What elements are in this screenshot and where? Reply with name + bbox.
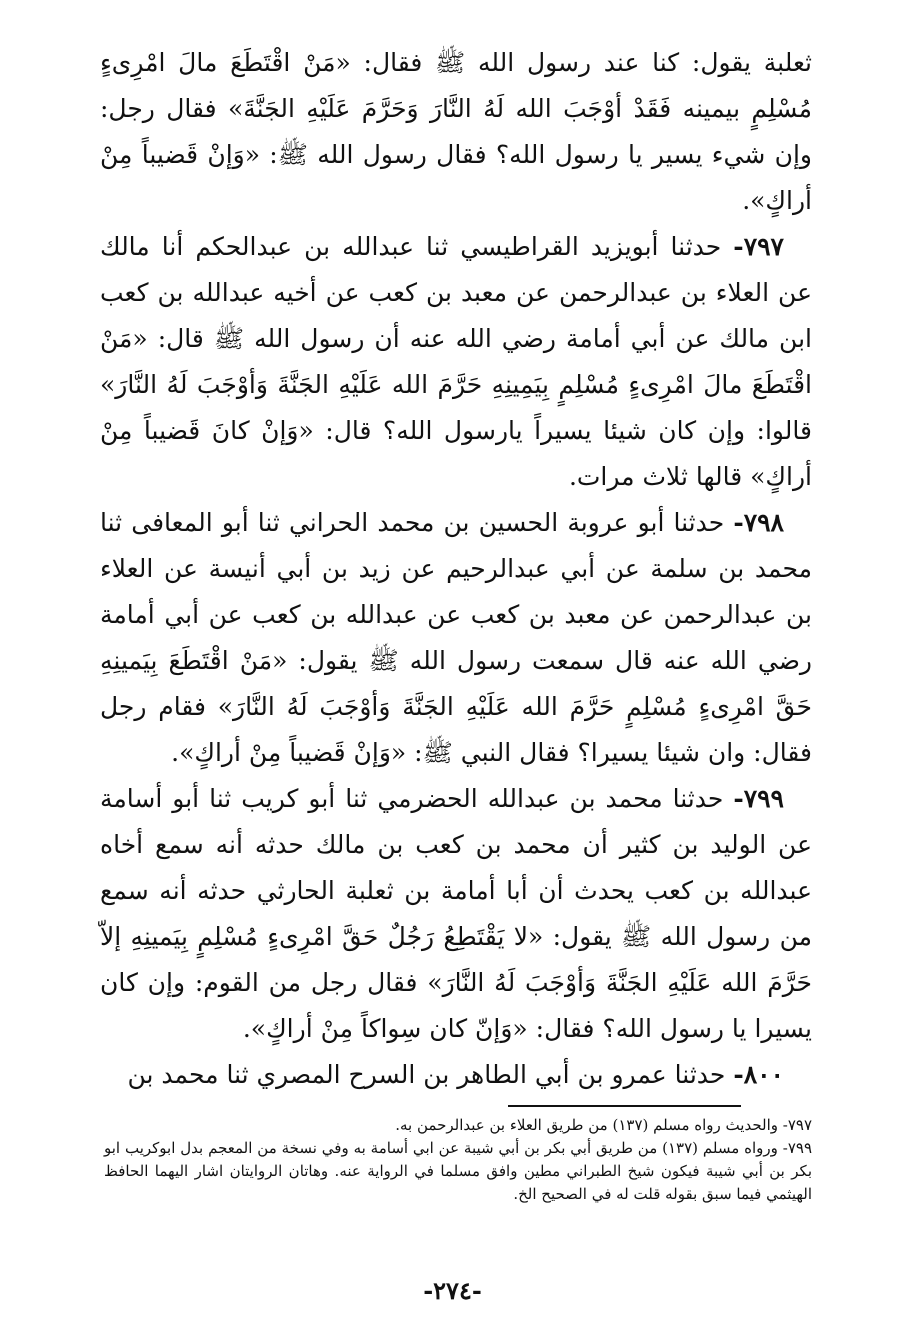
hadith-800 [100,1052,812,1098]
hadith-number: ٧٩٨- [733,508,784,537]
hadith-number: ٨٠٠- [733,1060,784,1089]
paragraph-text: حدثنا أبو عروبة الحسين بن محمد الحراني ثنا أبو المعافى ثنا محمد بن سلمة عن أبي عبدالرحيم عن زيد بن أبي أنيسة عن العلاء بن عبدالرحمن عن معبد بن كعب عن عبدالله بن كعب عن أبي أمامة رضي الله عنه قال سمعت رسول الله ﷺ يقول: «مَنْ اقْتَطَعَ بِيَمينِهِ حَقَّ امْرِىءٍ مُسْلِمٍ حَرَّمَ الله عَلَيْهِ الجَنَّةَ وَأوْجَبَ لَهُ النَّارَ» فقام رجل فقال: وان شيئا يسيرا؟ فقال النبي ﷺ: «وَإنْ قَضيباً مِنْ أراكٍ». [100,508,812,767]
hadith-799 [100,776,812,1052]
paragraph-continuation [100,40,812,224]
footnote-divider [508,1105,741,1107]
hadith-number: ٧٩٩- [733,784,784,813]
page-number: -٢٧٤- [423,1276,482,1305]
paragraph-text: حدثنا أبويزيد القراطيسي ثنا عبدالله بن عبدالحكم أنا مالك عن العلاء بن عبدالرحمن عن معبد بن كعب عن أخيه عبدالله بن كعب ابن مالك عن أبي أمامة رضي الله عنه أن رسول الله ﷺ قال: «مَنْ اقْتَطَعَ مالَ امْرِىءٍ مُسْلِمٍ بِيَمِينِهِ حَرَّمَ الله عَلَيْهِ الجَنَّةَ وَأوْجَبَ لَهُ النَّارَ» قالوا: وإن كان شيئا يسيراً يارسول الله؟ قال: «وَإنْ كانَ قَضيباً مِنْ أراكٍ» قالها ثلاث مرات. [100,232,812,491]
main-text [100,40,812,1098]
hadith-number: ٧٩٧- [733,232,784,261]
paragraph-text: ثعلبة يقول: كنا عند رسول الله ﷺ فقال: «مَنْ اقْتَطَعَ مالَ امْرِىءٍ مُسْلِمٍ بيمينه فَقَدْ أوْجَبَ الله لَهُ النَّارَ وَحَرَّمَ عَلَيْهِ الجَنَّةَ» فقال رجل: وإن شيء يسير يا رسول الله؟ فقال رسول الله ﷺ: «وَإنْ قَضيباً مِنْ أراكٍ». [100,48,812,215]
paragraph-text: حدثنا عمرو بن أبي الطاهر بن السرح المصري ثنا محمد بن [127,1060,726,1089]
hadith-798 [100,500,812,776]
paragraph-text: حدثنا محمد بن عبدالله الحضرمي ثنا أبو كريب ثنا أبو أسامة عن الوليد بن كثير أن محمد بن كعب بن مالك حدثه أنه سمع أخاه عبدالله بن كعب يحدث أن أبا أمامة بن ثعلبة الحارثي حدثه أنه سمع من رسول الله ﷺ يقول: «لا يَقْتَطِعُ رَجُلٌ حَقَّ امْرِىءٍ مُسْلِمٍ بِيَمينِهِ إلاّ حَرَّمَ الله عَلَيْهِ الجَنَّةَ وَأوْجَبَ لَهُ النَّارَ» فقال رجل من القوم: وإن كان يسيرا يا رسول الله؟ فقال: «وَإنّ كان سِواكاً مِنْ أراكٍ». [100,784,812,1043]
footnotes [104,1114,812,1206]
footnote-799: ٧٩٩- ورواه مسلم (١٣٧) من طريق أبي بكر بن أبي شيبة عن ابي أسامة به وفي نسخة من المعجم بدل ابوكريب ابو بكر بن أبي شيبة فيكون شيخ الطبراني مطين وافق مسلما في الرواية عنه. وهاتان الروايتان اشار اليهما الحافظ الهيثمي فيما سبق بقوله قلت له في الصحيح الخ. [104,1139,812,1203]
footnote-797: ٧٩٧- والحديث رواه مسلم (١٣٧) من طريق العلاء بن عبدالرحمن به. [395,1116,812,1134]
hadith-797 [100,224,812,500]
